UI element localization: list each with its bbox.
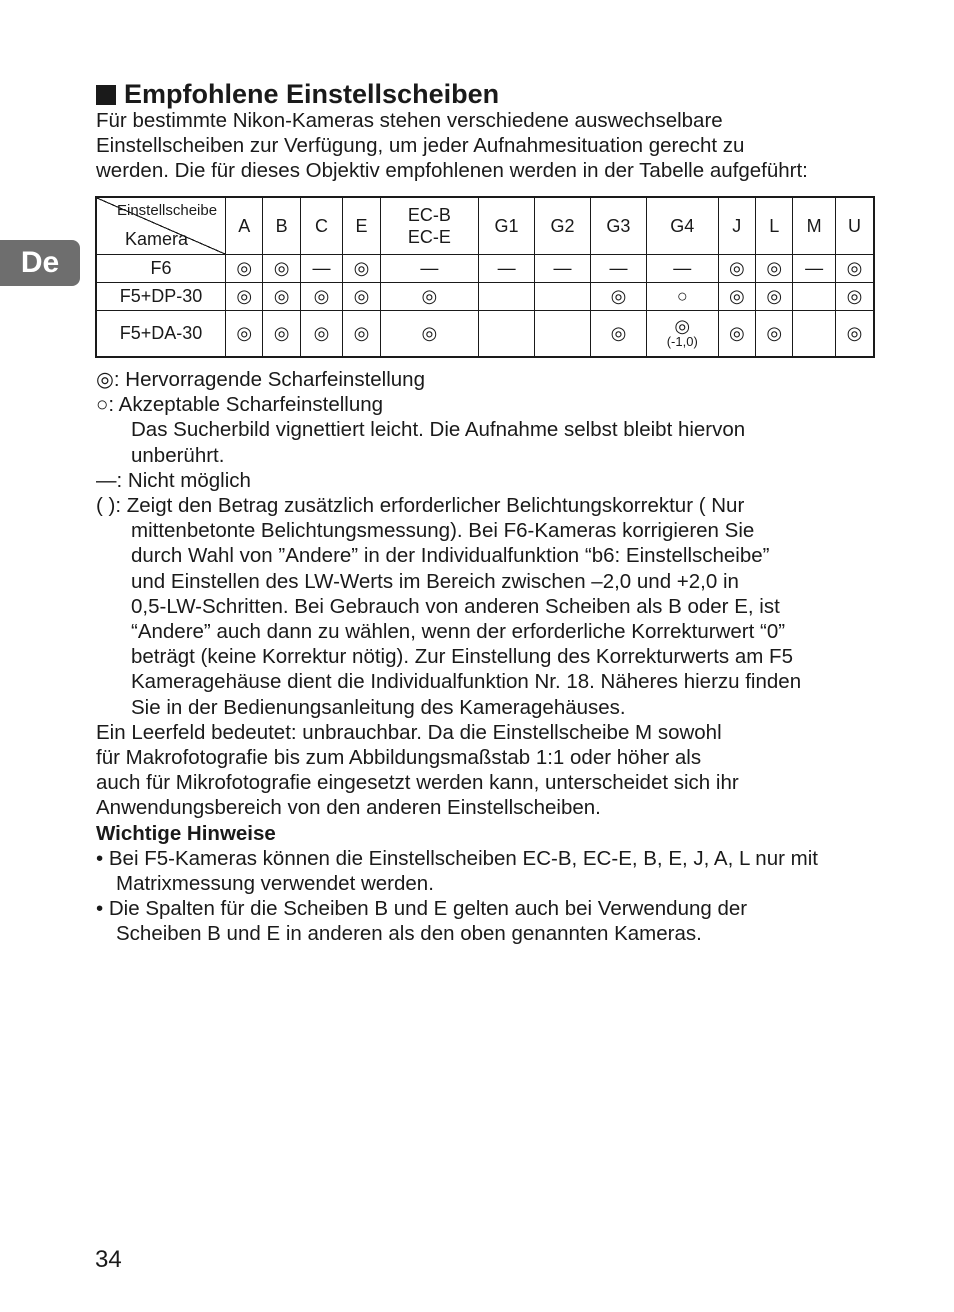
column-header: C (300, 197, 342, 255)
table-cell: ◎ (263, 311, 300, 357)
table-cell: ◎ (226, 255, 263, 283)
note-item-cont: Matrixmessung verwendet werden. (116, 872, 434, 896)
table-cell: ◎ (590, 283, 646, 311)
table-cell: — (535, 255, 591, 283)
table-cell: ◎ (756, 311, 793, 357)
table-cell: ◎ (718, 283, 755, 311)
column-header-ecb: EC-B (407, 205, 451, 225)
legend-acceptable: ○: Akzeptable Scharfeinstellung (96, 393, 384, 417)
corner-header-screen: Einstellscheibe (117, 202, 218, 219)
table-cell: ◎ (590, 311, 646, 357)
camera-cell: F5+DP-30 (96, 283, 226, 311)
table-cell: — (793, 255, 835, 283)
legend-paren: beträgt (keine Korrektur nötig). Zur Einstellung des Korrekturwerts am F5 (131, 645, 793, 669)
intro-paragraph (96, 108, 886, 184)
table-cell (793, 283, 835, 311)
legend-paren: 0,5-LW-Schritten. Bei Gebrauch von anderen Scheiben als B oder E, ist (131, 594, 780, 618)
table-cell: ◎ (380, 311, 478, 357)
legend-paren: “Andere” auch dann zu wählen, wenn der erforderliche Korrekturwert “0” (131, 620, 786, 644)
table-cell (535, 283, 591, 311)
table-cell: ◎ (835, 283, 874, 311)
legend-and-notes (96, 367, 886, 947)
column-header: M (793, 197, 835, 255)
note-item: • Die Spalten für die Scheiben B und E gelten auch bei Verwendung der (96, 897, 748, 921)
column-header: G4 (646, 197, 718, 255)
table-cell: — (479, 255, 535, 283)
legend-acceptable-detail: Das Sucherbild vignettiert leicht. Die Aufnahme selbst bleibt hiervon (131, 418, 746, 442)
table-cell: — (380, 255, 478, 283)
section-heading (96, 78, 499, 110)
language-tab: De (0, 240, 80, 286)
table-cell: ◎ (226, 311, 263, 357)
table-cell: ◎ (300, 311, 342, 357)
table-cell: ◎ (718, 311, 755, 357)
table-cell: ◎ (835, 311, 874, 357)
table-cell (479, 311, 535, 357)
table-cell: ◎ (226, 283, 263, 311)
table-cell: ○ (646, 283, 718, 311)
legend-paren: Sie in der Bedienungsanleitung des Kameragehäuses. (131, 695, 626, 719)
table-cell: — (646, 255, 718, 283)
column-header: A (226, 197, 263, 255)
table-cell (793, 311, 835, 357)
legend-paren: Kameragehäuse dient die Individualfunktion Nr. 18. Näheres hierzu finden (131, 670, 802, 694)
g4-correction-note: (-1,0) (666, 334, 698, 350)
table-cell: ◎ (756, 255, 793, 283)
page-number: 34 (95, 1246, 122, 1273)
table-cell: ◎ (263, 283, 300, 311)
table-cell: ◎ (263, 255, 300, 283)
legend-excellent: ◎: Hervorragende Scharfeinstellung (96, 368, 425, 391)
column-header: G2 (535, 197, 591, 255)
empty-field-note: Ein Leerfeld bedeutet: unbrauchbar. Da die Einstellscheibe M sowohl (96, 720, 722, 744)
table-cell: — (300, 255, 342, 283)
intro-line: Einstellscheiben zur Verfügung, um jeder Aufnahmesituation gerecht zu (96, 134, 745, 158)
table-header-row (96, 197, 874, 255)
legend-impossible: —: Nicht möglich (96, 468, 251, 492)
table-cell (535, 311, 591, 357)
column-header: G1 (479, 197, 535, 255)
column-header: E (343, 197, 380, 255)
column-header: U (835, 197, 874, 255)
legend-acceptable-detail: unberührt. (131, 443, 225, 467)
legend-paren: mittenbetonte Belichtungsmessung). Bei F6-Kameras korrigieren Sie (131, 519, 755, 543)
table-row (96, 255, 874, 283)
column-header-ece: EC-E (407, 227, 451, 247)
g4-symbol: ◎ (674, 316, 691, 337)
empty-field-note: auch für Mikrofotografie eingesetzt werden kann, unterscheidet sich ihr (96, 771, 739, 795)
square-bullet-icon (96, 85, 116, 105)
table-cell: ◎ (343, 311, 380, 357)
legend-paren: ( ): Zeigt den Betrag zusätzlich erforderlicher Belichtungskorrektur ( Nur (96, 494, 745, 518)
legend-paren: durch Wahl von ”Andere” in der Individualfunktion “b6: Einstellscheibe” (131, 544, 770, 568)
notes-title: Wichtige Hinweise (96, 821, 276, 845)
table-cell: ◎ (300, 283, 342, 311)
intro-line: werden. Die für dieses Objektiv empfohlenen werden in der Tabelle aufgeführt: (96, 159, 808, 183)
table-cell: ◎ (835, 255, 874, 283)
camera-cell: F6 (96, 255, 226, 283)
column-header (380, 197, 478, 255)
note-item-cont: Scheiben B und E in anderen als den oben genannten Kameras. (116, 922, 702, 946)
table-cell: ◎ (380, 283, 478, 311)
intro-line: Für bestimmte Nikon-Kameras stehen verschiedene auswechselbare (96, 109, 723, 132)
corner-header (96, 197, 226, 255)
section-heading-text: Empfohlene Einstellscheiben (124, 79, 500, 109)
table-cell (646, 311, 718, 357)
corner-header-camera: Kamera (125, 229, 189, 249)
table-cell: ◎ (718, 255, 755, 283)
table-cell: ◎ (756, 283, 793, 311)
legend-paren: und Einstellen des LW-Werts im Bereich zwischen –2,0 und +2,0 in (131, 569, 739, 593)
column-header: J (718, 197, 755, 255)
table-cell: — (590, 255, 646, 283)
table-row (96, 283, 874, 311)
table-row (96, 311, 874, 357)
column-header: G3 (590, 197, 646, 255)
camera-cell: F5+DA-30 (96, 311, 226, 357)
empty-field-note: Anwendungsbereich von den anderen Einstellscheiben. (96, 796, 601, 820)
empty-field-note: für Makrofotografie bis zum Abbildungsmaßstab 1:1 oder höher als (96, 746, 702, 770)
table-cell (479, 283, 535, 311)
focusing-screen-table (95, 196, 875, 358)
column-header: L (756, 197, 793, 255)
column-header: B (263, 197, 300, 255)
table-cell: ◎ (343, 283, 380, 311)
note-item: • Bei F5-Kameras können die Einstellscheiben EC-B, EC-E, B, E, J, A, L nur mit (96, 846, 818, 870)
table-cell: ◎ (343, 255, 380, 283)
